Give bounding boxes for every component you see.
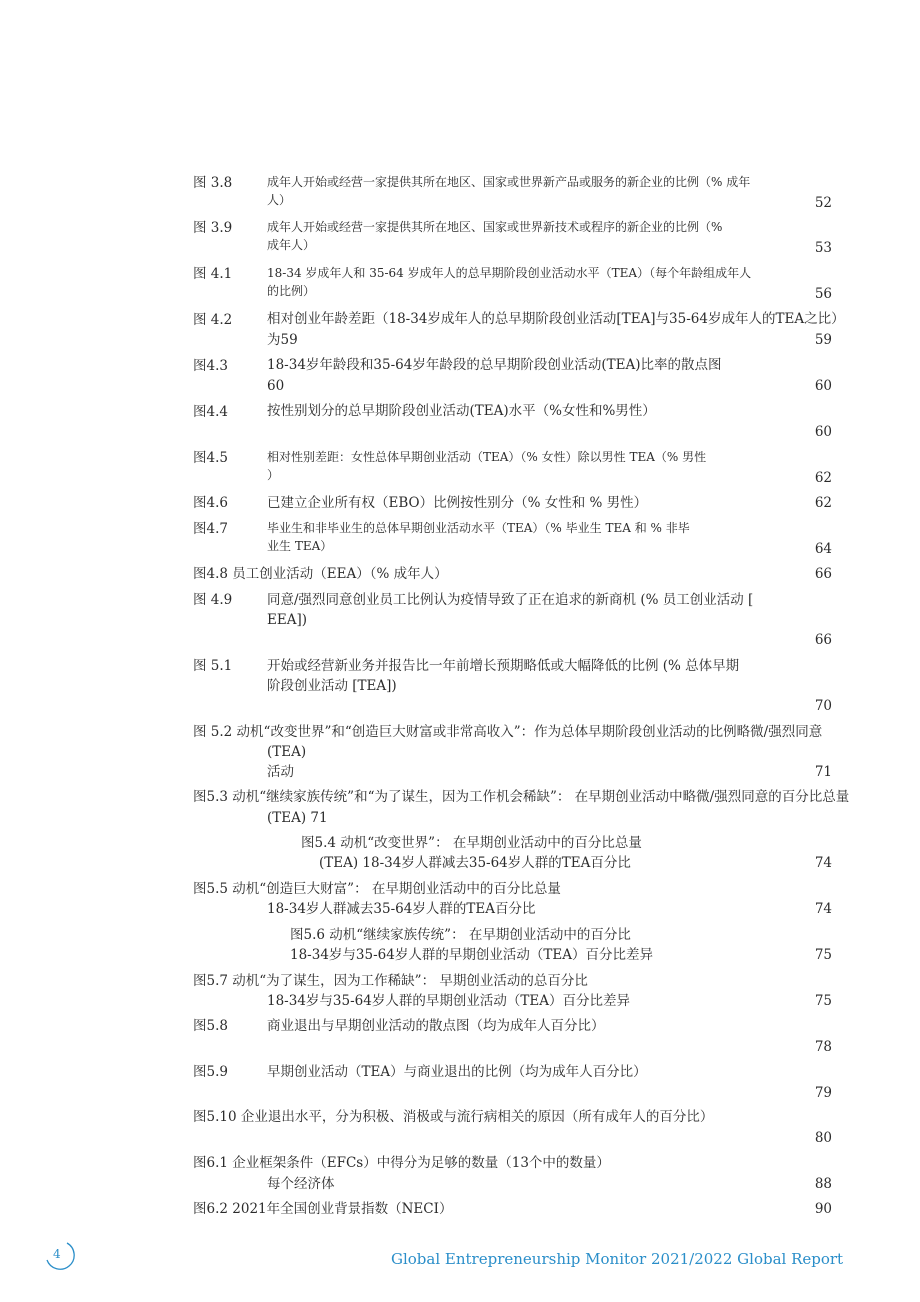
- figure-label: 图 4.2: [193, 312, 233, 328]
- page-number: 71: [814, 764, 832, 780]
- figure-title-cont: (TEA) 18-34岁人群减去35-64岁人群的TEA百分比: [319, 855, 631, 871]
- page-number: 75: [814, 947, 832, 963]
- figure-label: 图 4.9: [193, 592, 233, 608]
- figure-title-cont: 60: [267, 378, 285, 394]
- figure-title: 图5.10 企业退出水平，分为积极、消极或与流行病相关的原因（所有成年人的百分比）: [193, 1109, 714, 1125]
- figure-title: 18-34 岁成年人和 35-64 岁成年人的总早期阶段创业活动水平（TEA）（每个年龄组成年人: [267, 266, 752, 280]
- figure-title: 图6.2 2021年全国创业背景指数（NECI）: [193, 1201, 453, 1217]
- page-number-badge: [45, 1240, 77, 1272]
- page-number: 60: [814, 378, 832, 394]
- figure-title-cont: 阶段创业活动 [TEA]): [267, 678, 397, 694]
- figure-title: 按性别划分的总早期阶段创业活动(TEA)水平（%女性和%男性）: [267, 403, 656, 419]
- figure-title-cont: 18-34岁人群减去35-64岁人群的TEA百分比: [267, 901, 536, 917]
- footer-page-number: 4: [53, 1247, 61, 1261]
- figure-title-cont: 人）: [267, 193, 292, 207]
- page-number: 64: [814, 541, 832, 557]
- figure-title-cont: 18-34岁与35-64岁人群的早期创业活动（TEA）百分比差异: [290, 947, 653, 963]
- figure-title-cont: ）: [267, 468, 280, 482]
- figure-label: 图4.5: [193, 450, 228, 466]
- figure-label: 图 3.8: [193, 175, 233, 191]
- page-number: 90: [814, 1201, 832, 1217]
- page-number: 59: [814, 332, 832, 348]
- page-number: 74: [814, 855, 832, 871]
- figure-title-cont: 活动: [267, 764, 294, 780]
- figure-title: 图5.4 动机“改变世界”： 在早期创业活动中的百分比总量: [301, 835, 642, 851]
- figure-title: 图5.7 动机“为了谋生，因为工作稀缺”： 早期创业活动的总百分比: [193, 973, 588, 989]
- figure-title: 图4.8 员工创业活动（EEA）（% 成年人）: [193, 566, 448, 582]
- figure-title: 开始或经营新业务并报告比一年前增长预期略低或大幅降低的比例 (% 总体早期: [267, 658, 740, 674]
- figure-title-cont: 成年人）: [267, 238, 316, 252]
- figure-label: 图 5.1: [193, 658, 233, 674]
- report-title: Global Entrepreneurship Monitor 2021/2022 Global Report: [391, 1250, 844, 1268]
- figure-title-cont: 的比例）: [267, 284, 316, 298]
- figure-label: 图5.8: [193, 1018, 228, 1034]
- figure-title-cont: 为59: [267, 332, 298, 348]
- figure-title: 成年人开始或经营一家提供其所在地区、国家或世界新技术或程序的新企业的比例（%: [267, 220, 723, 234]
- figure-title: 已建立企业所有权（EBO）比例按性别分（% 女性和 % 男性）: [267, 495, 648, 511]
- page-number: 52: [814, 195, 832, 211]
- figure-title: 同意/强烈同意创业员工比例认为疫情导致了正在追求的新商机 (% 员工创业活动 [: [267, 592, 754, 608]
- page-number: 66: [814, 566, 832, 582]
- figure-title: 早期创业活动（TEA）与商业退出的比例（均为成年人百分比）: [267, 1064, 647, 1080]
- figure-title: 图6.1 企业框架条件（EFCs）中得分为足够的数量（13个中的数量）: [193, 1155, 610, 1171]
- figure-title-cont: (TEA) 71: [267, 810, 328, 826]
- figure-title: 图5.3 动机“继续家族传统”和“为了谋生，因为工作机会稀缺”： 在早期创业活动中略微/强烈同意的百分比总量: [193, 789, 850, 805]
- figure-title: 商业退出与早期创业活动的散点图（均为成年人百分比）: [267, 1018, 605, 1034]
- page-arc-icon: [45, 1240, 77, 1272]
- page-number: 60: [814, 424, 832, 440]
- figure-title-cont: 每个经济体: [267, 1176, 335, 1192]
- figure-title: 图5.6 动机“继续家族传统”： 在早期创业活动中的百分比: [290, 927, 631, 943]
- page-number: 62: [814, 470, 832, 486]
- figure-title: 成年人开始或经营一家提供其所在地区、国家或世界新产品或服务的新企业的比例（% 成年: [267, 175, 751, 189]
- page-number: 53: [814, 240, 832, 256]
- page-number: 62: [814, 495, 832, 511]
- page-number: 78: [814, 1039, 832, 1055]
- figure-title-cont: 业生 TEA）: [267, 539, 333, 553]
- figure-title-cont: (TEA): [267, 744, 307, 760]
- figure-label: 图4.6: [193, 495, 228, 511]
- page-number: 75: [814, 993, 832, 1009]
- figure-label: 图 3.9: [193, 220, 233, 236]
- figure-title-cont: 18-34岁与35-64岁人群的早期创业活动（TEA）百分比差异: [267, 993, 630, 1009]
- page-number: 74: [814, 901, 832, 917]
- page-number: 70: [814, 698, 832, 714]
- figure-title: 相对创业年龄差距（18-34岁成年人的总早期阶段创业活动[TEA]与35-64岁成年人的TEA之比）: [267, 311, 845, 327]
- figure-label: 图5.9: [193, 1064, 228, 1080]
- figure-title-cont: EEA]): [267, 612, 307, 628]
- page-number: 80: [814, 1130, 832, 1146]
- page-number: 79: [814, 1085, 832, 1101]
- figure-title: 毕业生和非毕业生的总体早期创业活动水平（TEA）（% 毕业生 TEA 和 % 非毕: [267, 521, 690, 535]
- figure-title: 图5.5 动机“创造巨大财富”： 在早期创业活动中的百分比总量: [193, 881, 561, 897]
- figure-title: 相对性别差距：女性总体早期创业活动（TEA）（% 女性）除以男性 TEA（% 男性: [267, 450, 707, 464]
- page-number: 66: [814, 632, 832, 648]
- figure-label: 图4.7: [193, 521, 228, 537]
- figure-label: 图4.4: [193, 404, 228, 420]
- figure-label: 图4.3: [193, 358, 228, 374]
- figure-title: 图 5.2 动机“改变世界”和“创造巨大财富或非常高收入”：作为总体早期阶段创业活动的比例略微/强烈同意: [193, 724, 823, 740]
- figure-label: 图 4.1: [193, 266, 233, 282]
- figure-title: 18-34岁年龄段和35-64岁年龄段的总早期阶段创业活动(TEA)比率的散点图: [267, 357, 722, 373]
- page-number: 88: [814, 1176, 832, 1192]
- page-number: 56: [814, 286, 832, 302]
